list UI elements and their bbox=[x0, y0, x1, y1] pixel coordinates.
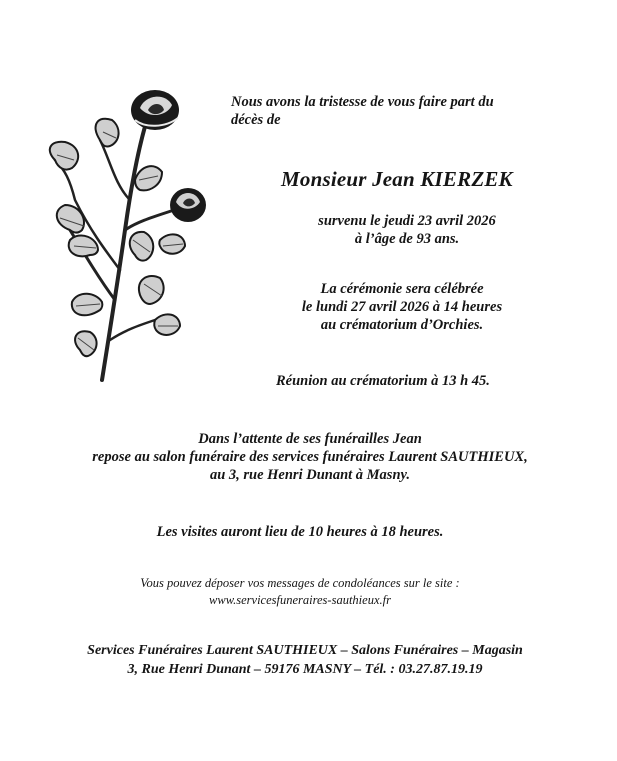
intro-text bbox=[231, 93, 494, 129]
meeting-text: Réunion au crématorium à 13 h 45. bbox=[276, 373, 490, 389]
rest-line-2: repose au salon funéraire des services funéraires Laurent SAUTHIEUX, bbox=[92, 449, 528, 465]
ceremony-details bbox=[262, 280, 542, 334]
ceremony-line-1: La cérémonie sera célébrée bbox=[320, 281, 484, 297]
condolences-website-link[interactable]: www.servicesfuneraires-sauthieux.fr bbox=[209, 593, 391, 607]
intro-line-2: décès de bbox=[231, 112, 281, 128]
visits-text: Les visites auront lieu de 10 heures à 18 heures. bbox=[156, 524, 444, 540]
footer-contact bbox=[40, 641, 570, 679]
footer-line-2: 3, Rue Henri Dunant – 59176 MASNY – Tél. : 03.27.87.19.19 bbox=[127, 662, 483, 677]
rest-details bbox=[30, 430, 590, 484]
rose-illustration bbox=[40, 80, 215, 390]
intro-line-1: Nous avons la tristesse de vous faire part du bbox=[231, 94, 494, 110]
condolences-line-1: Vous pouvez déposer vos messages de condoléances sur le site : bbox=[140, 576, 460, 590]
death-details bbox=[282, 212, 532, 248]
rose-bloom-right-icon bbox=[170, 188, 206, 222]
ceremony-line-2: le lundi 27 avril 2026 à 14 heures bbox=[301, 299, 503, 315]
rose-bloom-top-icon bbox=[131, 90, 179, 130]
death-line-2: à l’âge de 93 ans. bbox=[354, 231, 460, 247]
death-line-1: survenu le jeudi 23 avril 2026 bbox=[318, 213, 496, 229]
rest-line-3: au 3, rue Henri Dunant à Masny. bbox=[209, 467, 411, 483]
deceased-name: Monsieur Jean KIERZEK bbox=[281, 167, 513, 191]
footer-line-1: Services Funéraires Laurent SAUTHIEUX – Salons Funéraires – Magasin bbox=[87, 643, 523, 658]
rest-line-1: Dans l’attente de ses funérailles Jean bbox=[198, 431, 422, 447]
condolences-text bbox=[60, 575, 540, 609]
ceremony-line-3: au crématorium d’Orchies. bbox=[320, 317, 484, 333]
